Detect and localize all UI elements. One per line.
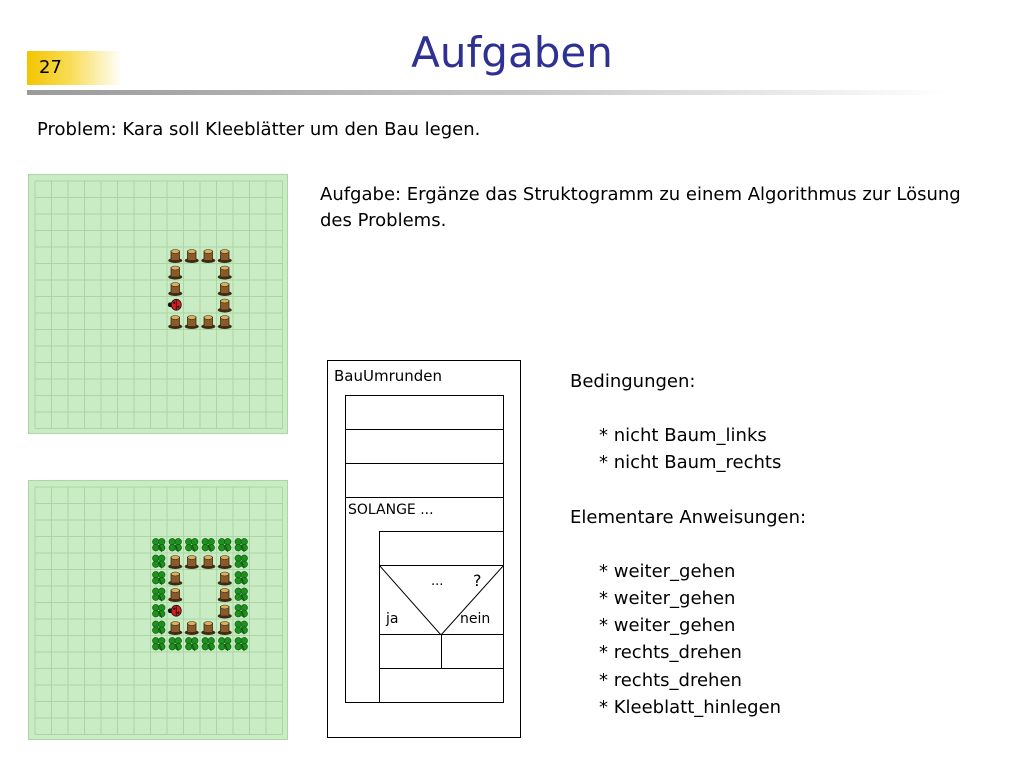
- hints: [570, 368, 806, 721]
- branch-yes-step: [379, 634, 442, 669]
- branch-no-label: nein: [460, 611, 491, 627]
- problem-text: Problem: Kara soll Kleeblätter um den Bau legen.: [37, 119, 481, 140]
- clover-leaf-icon: [169, 637, 182, 650]
- loop-body-final-step: [379, 668, 504, 703]
- clover-leaf-icon: [202, 637, 215, 650]
- branch-no-step: [441, 634, 504, 669]
- tree-stump-icon: [218, 589, 232, 603]
- clover-leaf-icon: [218, 538, 231, 551]
- clover-leaf-icon: [152, 621, 165, 634]
- instruction-item: * rechts_drehen: [599, 642, 742, 664]
- clover-leaf-icon: [152, 538, 165, 551]
- clover-leaf-icon: [235, 637, 248, 650]
- clover-leaf-icon: [235, 538, 248, 551]
- clover-leaf-icon: [152, 555, 165, 568]
- structogram-step-2: [345, 429, 504, 464]
- clover-leaf-icon: [169, 538, 182, 551]
- condition-placeholder: ...: [431, 574, 444, 589]
- tree-stump-icon: [185, 316, 199, 330]
- clover-leaf-icon: [235, 555, 248, 568]
- tree-stump-icon: [185, 250, 199, 264]
- tree-stump-icon: [201, 250, 215, 264]
- tree-stump-icon: [168, 556, 182, 570]
- instructions-heading: Elementare Anweisungen:: [570, 506, 807, 528]
- ladybug-icon: [168, 299, 181, 310]
- tree-stump-icon: [168, 572, 182, 586]
- tree-stump-icon: [218, 316, 232, 330]
- clover-leaf-icon: [152, 571, 165, 584]
- clover-leaf-icon: [185, 538, 198, 551]
- tree-stump-icon: [218, 622, 232, 636]
- clover-leaf-icon: [235, 604, 248, 617]
- instruction-item: * weiter_gehen: [599, 560, 736, 582]
- condition-item: * nicht Baum_links: [599, 425, 767, 447]
- clover-leaf-icon: [218, 637, 231, 650]
- tree-stump-icon: [218, 605, 232, 619]
- tree-stump-icon: [218, 250, 232, 264]
- clover-leaf-icon: [152, 604, 165, 617]
- world-after-canvas: [29, 481, 289, 741]
- clover-leaf-icon: [185, 637, 198, 650]
- tree-stump-icon: [168, 266, 182, 280]
- tree-stump-icon: [201, 316, 215, 330]
- tree-stump-icon: [168, 316, 182, 330]
- instruction-item: * Kleeblatt_hinlegen: [599, 696, 782, 718]
- tree-stump-icon: [185, 556, 199, 570]
- structogram-step-3: [345, 463, 504, 498]
- conditions-heading: Bedingungen:: [570, 371, 696, 392]
- instruction-item: * weiter_gehen: [599, 588, 736, 610]
- world-before-canvas: [29, 175, 289, 435]
- kara-world-after: [28, 480, 288, 740]
- clover-leaf-icon: [235, 588, 248, 601]
- tree-stump-icon: [218, 572, 232, 586]
- clover-leaf-icon: [152, 588, 165, 601]
- tree-stump-icon: [168, 589, 182, 603]
- instruction-item: * rechts_drehen: [599, 669, 742, 691]
- kara-world-before: [28, 174, 288, 434]
- condition-item: * nicht Baum_rechts: [599, 452, 782, 474]
- clover-leaf-icon: [202, 538, 215, 551]
- task-text: Aufgabe: Ergänze das Struktogramm zu einem Algorithmus zur Lösung des Problems.: [320, 184, 961, 231]
- tree-stump-icon: [168, 250, 182, 264]
- tree-stump-icon: [218, 283, 232, 297]
- condition-question-mark: ?: [473, 571, 482, 590]
- loop-label: SOLANGE ...: [348, 502, 434, 518]
- grid-lines: [35, 181, 283, 429]
- clover-leaf-icon: [235, 571, 248, 584]
- structogram-step-1: [345, 395, 504, 430]
- tree-stump-icon: [201, 556, 215, 570]
- tree-stump-icon: [168, 622, 182, 636]
- page-number: 27: [27, 51, 122, 85]
- tree-stump-icon: [201, 622, 215, 636]
- clover-leaf-icon: [235, 621, 248, 634]
- title-divider: [27, 90, 947, 95]
- ladybug-icon: [168, 605, 181, 616]
- instruction-item: * weiter_gehen: [599, 615, 736, 637]
- tree-stump-icon: [168, 283, 182, 297]
- page-title: Aufgaben: [411, 28, 613, 77]
- tree-stump-icon: [218, 266, 232, 280]
- tree-stump-icon: [218, 299, 232, 313]
- structogram: [327, 360, 521, 738]
- tree-stump-icon: [185, 622, 199, 636]
- loop-body-step: [379, 531, 504, 566]
- tree-stump-icon: [218, 556, 232, 570]
- clover-leaf-icon: [152, 637, 165, 650]
- branch-yes-label: ja: [386, 611, 399, 627]
- structogram-title: BauUmrunden: [334, 367, 443, 385]
